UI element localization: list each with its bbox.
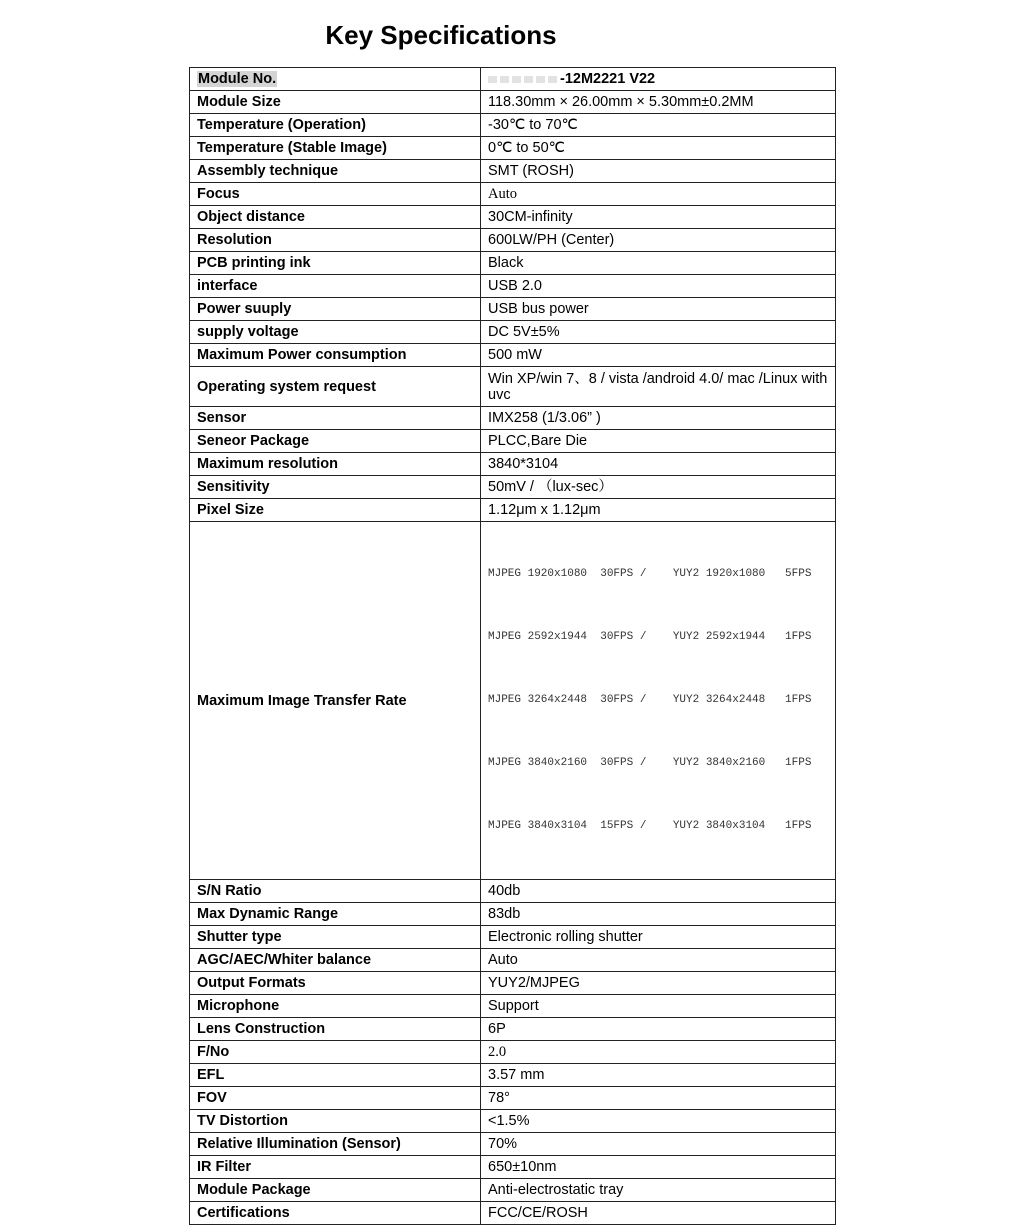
spec-label: Pixel Size (190, 499, 481, 522)
table-row (190, 1133, 836, 1156)
spec-label: EFL (190, 1064, 481, 1087)
table-row (190, 183, 836, 206)
spec-label: interface (190, 275, 481, 298)
table-row (190, 1018, 836, 1041)
spec-label: Object distance (190, 206, 481, 229)
table-row (190, 1110, 836, 1133)
table-row (190, 160, 836, 183)
spec-label: Sensitivity (190, 476, 481, 499)
spec-label: Module Package (190, 1179, 481, 1202)
spec-value: 78° (481, 1087, 836, 1110)
spec-label: Temperature (Operation) (190, 114, 481, 137)
table-row (190, 522, 836, 880)
table-row (190, 995, 836, 1018)
spec-value: Win XP/win 7、8 / vista /android 4.0/ mac /Linux with uvc (481, 367, 836, 407)
table-row (190, 476, 836, 499)
spec-value: -30℃ to 70℃ (481, 114, 836, 137)
transfer-rate-line: MJPEG 3840x3104 15FPS / YUY2 3840x3104 1FPS (488, 820, 812, 832)
table-row (190, 880, 836, 903)
redacted-text (488, 76, 560, 83)
spec-label: Maximum resolution (190, 453, 481, 476)
spec-value: 1.12μm x 1.12μm (481, 499, 836, 522)
spec-label: Sensor (190, 407, 481, 430)
table-row (190, 1156, 836, 1179)
spec-value: Anti-electrostatic tray (481, 1179, 836, 1202)
spec-label: Operating system request (190, 367, 481, 407)
spec-value: Support (481, 995, 836, 1018)
spec-value: 118.30mm × 26.00mm × 5.30mm±0.2MM (481, 91, 836, 114)
spec-label: Relative Illumination (Sensor) (190, 1133, 481, 1156)
spec-value: SMT (ROSH) (481, 160, 836, 183)
transfer-rate-line: MJPEG 1920x1080 30FPS / YUY2 1920x1080 5FPS (488, 568, 812, 580)
spec-value: Electronic rolling shutter (481, 926, 836, 949)
table-row (190, 903, 836, 926)
spec-label: Resolution (190, 229, 481, 252)
table-row (190, 114, 836, 137)
table-row (190, 407, 836, 430)
table-row (190, 1041, 836, 1064)
spec-label: AGC/AEC/Whiter balance (190, 949, 481, 972)
spec-label: Max Dynamic Range (190, 903, 481, 926)
table-row (190, 321, 836, 344)
module-no-label (190, 68, 481, 91)
table-row (190, 91, 836, 114)
table-row (190, 499, 836, 522)
table-row (190, 1179, 836, 1202)
transfer-rate-line: MJPEG 3264x2448 30FPS / YUY2 3264x2448 1FPS (488, 694, 812, 706)
table-row (190, 206, 836, 229)
spec-label: Shutter type (190, 926, 481, 949)
spec-value: Auto (481, 183, 836, 206)
table-row (190, 252, 836, 275)
spec-label: FOV (190, 1087, 481, 1110)
module-no-value-text: -12M2221 V22 (560, 71, 656, 87)
spec-value: <1.5% (481, 1110, 836, 1133)
spec-label: Maximum Image Transfer Rate (190, 522, 481, 880)
table-row (190, 137, 836, 160)
spec-value: 3.57 mm (481, 1064, 836, 1087)
spec-label: Maximum Power consumption (190, 344, 481, 367)
spec-value: 2.0 (481, 1041, 836, 1064)
spec-value: 3840*3104 (481, 453, 836, 476)
spec-label: Output Formats (190, 972, 481, 995)
table-row (190, 972, 836, 995)
module-no-label-text: Module No. (198, 71, 277, 87)
spec-value: Black (481, 252, 836, 275)
table-row (190, 229, 836, 252)
table-row (190, 1064, 836, 1087)
table-row (190, 949, 836, 972)
spec-value: Auto (481, 949, 836, 972)
table-row (190, 926, 836, 949)
spec-value: 600LW/PH (Center) (481, 229, 836, 252)
spec-value: DC 5V±5% (481, 321, 836, 344)
spec-label: Seneor Package (190, 430, 481, 453)
spec-value: 40db (481, 880, 836, 903)
spec-label: Microphone (190, 995, 481, 1018)
spec-value: YUY2/MJPEG (481, 972, 836, 995)
table-row (190, 275, 836, 298)
spec-value: 70% (481, 1133, 836, 1156)
spec-label: supply voltage (190, 321, 481, 344)
table-row (190, 344, 836, 367)
spec-value: 30CM-infinity (481, 206, 836, 229)
transfer-rate-line: MJPEG 2592x1944 30FPS / YUY2 2592x1944 1FPS (488, 631, 812, 643)
page-title: Key Specifications (325, 20, 557, 50)
spec-label: IR Filter (190, 1156, 481, 1179)
spec-value: 0℃ to 50℃ (481, 137, 836, 160)
spec-label: Assembly technique (190, 160, 481, 183)
spec-value: IMX258 (1/3.06” ) (481, 407, 836, 430)
spec-value: 50mV / （lux-sec） (481, 476, 836, 499)
table-row (190, 367, 836, 407)
table-row (190, 68, 836, 91)
table-row (190, 298, 836, 321)
table-row (190, 1087, 836, 1110)
table-row (190, 453, 836, 476)
spec-label: S/N Ratio (190, 880, 481, 903)
spec-label: Lens Construction (190, 1018, 481, 1041)
spec-label: Temperature (Stable Image) (190, 137, 481, 160)
spec-value: PLCC,Bare Die (481, 430, 836, 453)
spec-value: USB 2.0 (481, 275, 836, 298)
spec-table (189, 67, 836, 1225)
spec-label: F/No (190, 1041, 481, 1064)
spec-value: 6P (481, 1018, 836, 1041)
spec-label: Power suuply (190, 298, 481, 321)
spec-label: TV Distortion (190, 1110, 481, 1133)
spec-label: PCB printing ink (190, 252, 481, 275)
transfer-rate-line: MJPEG 3840x2160 30FPS / YUY2 3840x2160 1FPS (488, 757, 812, 769)
module-no-value (481, 68, 836, 91)
spec-value: 650±10nm (481, 1156, 836, 1179)
spec-label: Module Size (190, 91, 481, 114)
transfer-rate-list (481, 522, 836, 880)
spec-value: 500 mW (481, 344, 836, 367)
table-row (190, 430, 836, 453)
spec-value: FCC/CE/ROSH (481, 1202, 836, 1225)
spec-value: 83db (481, 903, 836, 926)
spec-value: USB bus power (481, 298, 836, 321)
spec-label: Certifications (190, 1202, 481, 1225)
spec-label: Focus (190, 183, 481, 206)
table-row (190, 1202, 836, 1225)
